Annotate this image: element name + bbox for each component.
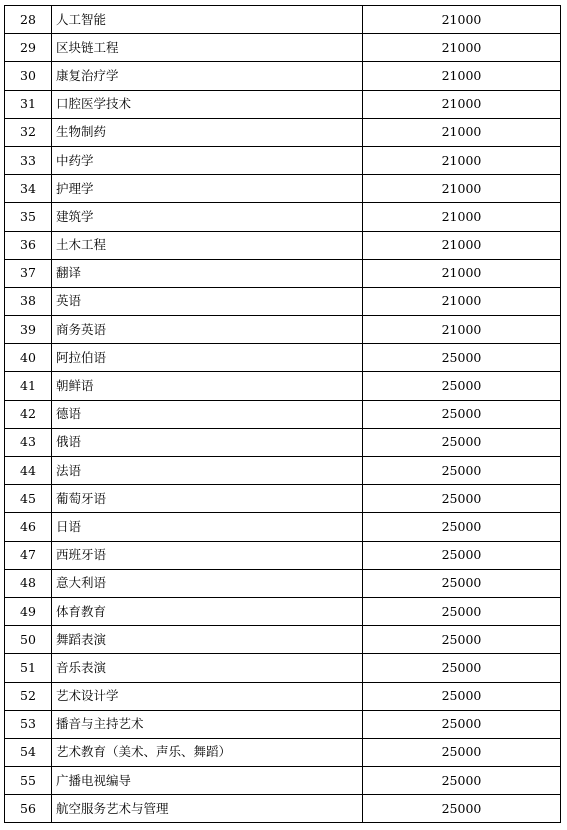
major-fee-table: [4, 5, 561, 823]
row-number-cell: 45: [5, 485, 52, 513]
table-row: [5, 6, 561, 34]
major-name-cell: 西班牙语: [52, 541, 363, 569]
row-number-cell: 29: [5, 34, 52, 62]
major-name-cell: 护理学: [52, 175, 363, 203]
row-number-cell: 53: [5, 710, 52, 738]
major-name-cell: 广播电视编导: [52, 767, 363, 795]
major-name-cell: 舞蹈表演: [52, 626, 363, 654]
major-name-cell: 体育教育: [52, 597, 363, 625]
tuition-fee-cell: 25000: [363, 597, 561, 625]
tuition-fee-cell: 25000: [363, 344, 561, 372]
row-number-cell: 56: [5, 795, 52, 823]
tuition-fee-cell: 25000: [363, 710, 561, 738]
major-name-cell: 商务英语: [52, 316, 363, 344]
row-number-cell: 32: [5, 118, 52, 146]
major-name-cell: 朝鲜语: [52, 372, 363, 400]
row-number-cell: 48: [5, 569, 52, 597]
table-row: [5, 738, 561, 766]
table-row: [5, 767, 561, 795]
row-number-cell: 47: [5, 541, 52, 569]
table-row: [5, 287, 561, 315]
table-row: [5, 626, 561, 654]
tuition-fee-cell: 21000: [363, 62, 561, 90]
major-name-cell: 航空服务艺术与管理: [52, 795, 363, 823]
major-name-cell: 区块链工程: [52, 34, 363, 62]
row-number-cell: 46: [5, 513, 52, 541]
tuition-fee-cell: 25000: [363, 541, 561, 569]
tuition-fee-cell: 25000: [363, 400, 561, 428]
row-number-cell: 38: [5, 287, 52, 315]
tuition-fee-cell: 25000: [363, 457, 561, 485]
row-number-cell: 39: [5, 316, 52, 344]
table-row: [5, 231, 561, 259]
major-name-cell: 口腔医学技术: [52, 90, 363, 118]
table-row: [5, 597, 561, 625]
tuition-fee-cell: 25000: [363, 654, 561, 682]
table-row: [5, 62, 561, 90]
major-name-cell: 播音与主持艺术: [52, 710, 363, 738]
table-row: [5, 400, 561, 428]
major-name-cell: 土木工程: [52, 231, 363, 259]
table-row: [5, 569, 561, 597]
tuition-fee-cell: 25000: [363, 795, 561, 823]
table-row: [5, 457, 561, 485]
major-name-cell: 德语: [52, 400, 363, 428]
major-name-cell: 翻译: [52, 259, 363, 287]
row-number-cell: 43: [5, 428, 52, 456]
major-name-cell: 艺术教育（美术、声乐、舞蹈）: [52, 738, 363, 766]
tuition-fee-cell: 21000: [363, 118, 561, 146]
table-row: [5, 316, 561, 344]
tuition-fee-cell: 21000: [363, 203, 561, 231]
tuition-fee-cell: 25000: [363, 738, 561, 766]
major-name-cell: 英语: [52, 287, 363, 315]
row-number-cell: 52: [5, 682, 52, 710]
table-row: [5, 34, 561, 62]
table-row: [5, 118, 561, 146]
table-row: [5, 259, 561, 287]
tuition-fee-cell: 21000: [363, 34, 561, 62]
tuition-fee-cell: 21000: [363, 146, 561, 174]
row-number-cell: 30: [5, 62, 52, 90]
table-row: [5, 175, 561, 203]
table-row: [5, 654, 561, 682]
major-name-cell: 音乐表演: [52, 654, 363, 682]
row-number-cell: 51: [5, 654, 52, 682]
row-number-cell: 55: [5, 767, 52, 795]
tuition-fee-cell: 25000: [363, 485, 561, 513]
major-name-cell: 人工智能: [52, 6, 363, 34]
tuition-fee-cell: 25000: [363, 428, 561, 456]
row-number-cell: 34: [5, 175, 52, 203]
table-row: [5, 513, 561, 541]
row-number-cell: 40: [5, 344, 52, 372]
tuition-fee-cell: 21000: [363, 6, 561, 34]
table-row: [5, 682, 561, 710]
row-number-cell: 41: [5, 372, 52, 400]
major-name-cell: 康复治疗学: [52, 62, 363, 90]
table-row: [5, 795, 561, 823]
tuition-fee-cell: 21000: [363, 175, 561, 203]
table-row: [5, 485, 561, 513]
table-row: [5, 372, 561, 400]
major-name-cell: 俄语: [52, 428, 363, 456]
table-row: [5, 710, 561, 738]
table-row: [5, 344, 561, 372]
row-number-cell: 42: [5, 400, 52, 428]
tuition-fee-cell: 21000: [363, 231, 561, 259]
row-number-cell: 33: [5, 146, 52, 174]
major-name-cell: 中药学: [52, 146, 363, 174]
major-name-cell: 法语: [52, 457, 363, 485]
major-name-cell: 阿拉伯语: [52, 344, 363, 372]
row-number-cell: 35: [5, 203, 52, 231]
row-number-cell: 37: [5, 259, 52, 287]
tuition-fee-cell: 21000: [363, 287, 561, 315]
tuition-fee-cell: 25000: [363, 682, 561, 710]
table-row: [5, 541, 561, 569]
tuition-fee-cell: 25000: [363, 372, 561, 400]
row-number-cell: 54: [5, 738, 52, 766]
tuition-fee-cell: 21000: [363, 316, 561, 344]
row-number-cell: 44: [5, 457, 52, 485]
major-name-cell: 日语: [52, 513, 363, 541]
table-row: [5, 90, 561, 118]
major-name-cell: 生物制药: [52, 118, 363, 146]
major-name-cell: 艺术设计学: [52, 682, 363, 710]
row-number-cell: 49: [5, 597, 52, 625]
row-number-cell: 28: [5, 6, 52, 34]
row-number-cell: 50: [5, 626, 52, 654]
major-name-cell: 葡萄牙语: [52, 485, 363, 513]
table-row: [5, 146, 561, 174]
tuition-fee-cell: 21000: [363, 90, 561, 118]
tuition-fee-cell: 21000: [363, 259, 561, 287]
table-row: [5, 428, 561, 456]
tuition-fee-cell: 25000: [363, 626, 561, 654]
major-name-cell: 意大利语: [52, 569, 363, 597]
table-row: [5, 203, 561, 231]
tuition-fee-cell: 25000: [363, 513, 561, 541]
table-body: [5, 6, 561, 823]
tuition-fee-cell: 25000: [363, 569, 561, 597]
row-number-cell: 36: [5, 231, 52, 259]
row-number-cell: 31: [5, 90, 52, 118]
tuition-fee-cell: 25000: [363, 767, 561, 795]
major-name-cell: 建筑学: [52, 203, 363, 231]
